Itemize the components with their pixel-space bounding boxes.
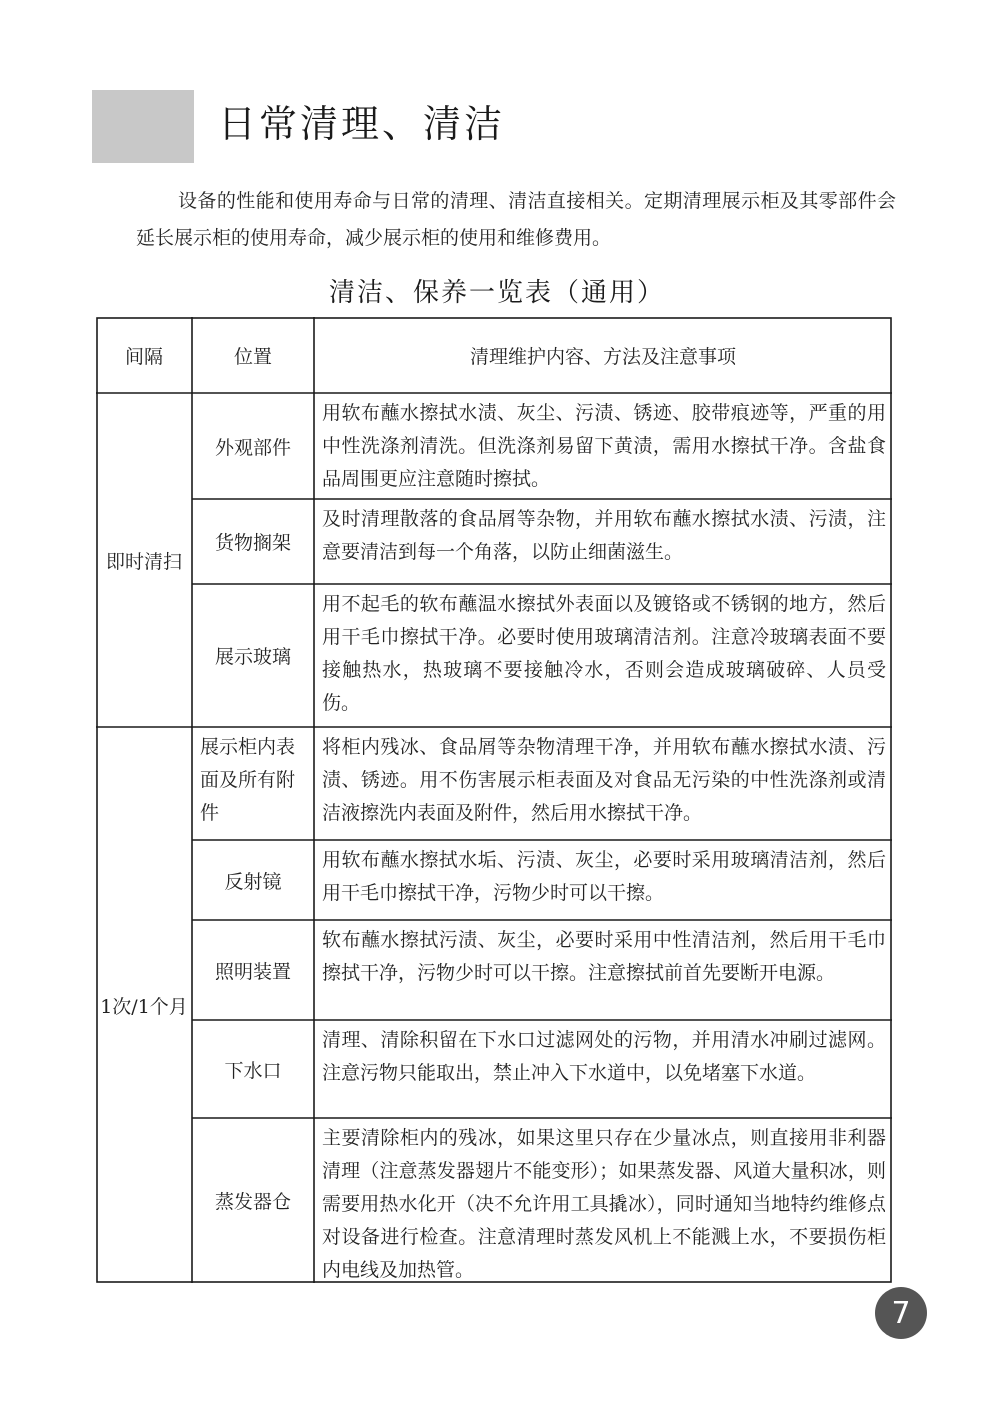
content-cell: 将柜内残冰、食品屑等杂物清理干净，并用软布蘸水擦拭水渍、污渍、锈迹。用不伤害展示柜表面及对食品无污染的中性洗涤剂或清洁液擦洗内表面及附件，然后用水擦拭干净。 xyxy=(322,736,886,824)
section-marker-block xyxy=(92,90,194,163)
interval-monthly: 1次/1个月 xyxy=(100,995,188,1018)
header-content: 清理维护内容、方法及注意事项 xyxy=(469,345,736,368)
location-cell: 货物搁架 xyxy=(214,532,291,554)
intro-paragraph: 设备的性能和使用寿命与日常的清理、清洁直接相关。定期清理展示柜及其零部件会延长展示柜的使用寿命，减少展示柜的使用和维修费用。 xyxy=(136,190,896,249)
content-cell: 用不起毛的软布蘸温水擦拭外表面以及镀铬或不锈钢的地方，然后用干毛巾擦拭干净。必要时使用玻璃清洁剂。注意冷玻璃表面不要接触热水，热玻璃不要接触冷水，否则会造成玻璃破碎、人员受伤。 xyxy=(322,593,886,714)
location-cell: 外观部件 xyxy=(214,436,291,459)
content-cell: 清理、清除积留在下水口过滤网处的污物，并用清水冲刷过滤网。注意污物只能取出，禁止冲入下水道中，以免堵塞下水道。 xyxy=(322,1029,886,1084)
section-title: 日常清理、清洁 xyxy=(218,102,506,146)
location-cell: 照明装置 xyxy=(214,960,291,983)
table-title: 清洁、保养一览表（通用） xyxy=(328,278,665,308)
location-cell: 下水口 xyxy=(224,1059,282,1082)
page-number: 7 xyxy=(875,1287,927,1339)
header-interval: 间隔 xyxy=(124,345,163,368)
interval-immediate: 即时清扫 xyxy=(105,550,182,573)
location-cell: 展示玻璃 xyxy=(214,646,291,668)
content-cell: 软布蘸水擦拭污渍、灰尘，必要时采用中性清洁剂，然后用干毛巾擦拭干净，污物少时可以干擦。注意擦拭前首先要断开电源。 xyxy=(322,929,886,984)
maintenance-table xyxy=(96,317,892,1283)
header-location: 位置 xyxy=(233,345,272,368)
content-cell: 主要清除柜内的残冰，如果这里只存在少量冰点，则直接用非利器清理（注意蒸发器翅片不能变形）；如果蒸发器、风道大量积冰，则需要用热水化开（决不允许用工具撬冰），同时通知当地特约维修点对设备进行检查。注意清理时蒸发风机上不能溅上水，不要损伤柜内电线及加热管。 xyxy=(322,1127,886,1281)
location-cell: 反射镜 xyxy=(224,870,282,893)
content-cell: 用软布蘸水擦拭水渍、灰尘、污渍、锈迹、胶带痕迹等，严重的用中性洗涤剂清洗。但洗涤剂易留下黄渍，需用水擦拭干净。含盐食品周围更应注意随时擦拭。 xyxy=(322,402,886,490)
location-cell: 展示柜内表面及所有附件 xyxy=(200,736,296,824)
location-cell: 蒸发器仓 xyxy=(214,1191,291,1213)
content-cell: 及时清理散落的食品屑等杂物，并用软布蘸水擦拭水渍、污渍，注意要清洁到每一个角落，以防止细菌滋生。 xyxy=(322,508,886,563)
content-cell: 用软布蘸水擦拭水垢、污渍、灰尘，必要时采用玻璃清洁剂，然后用干毛巾擦拭干净，污物少时可以干擦。 xyxy=(322,849,886,904)
